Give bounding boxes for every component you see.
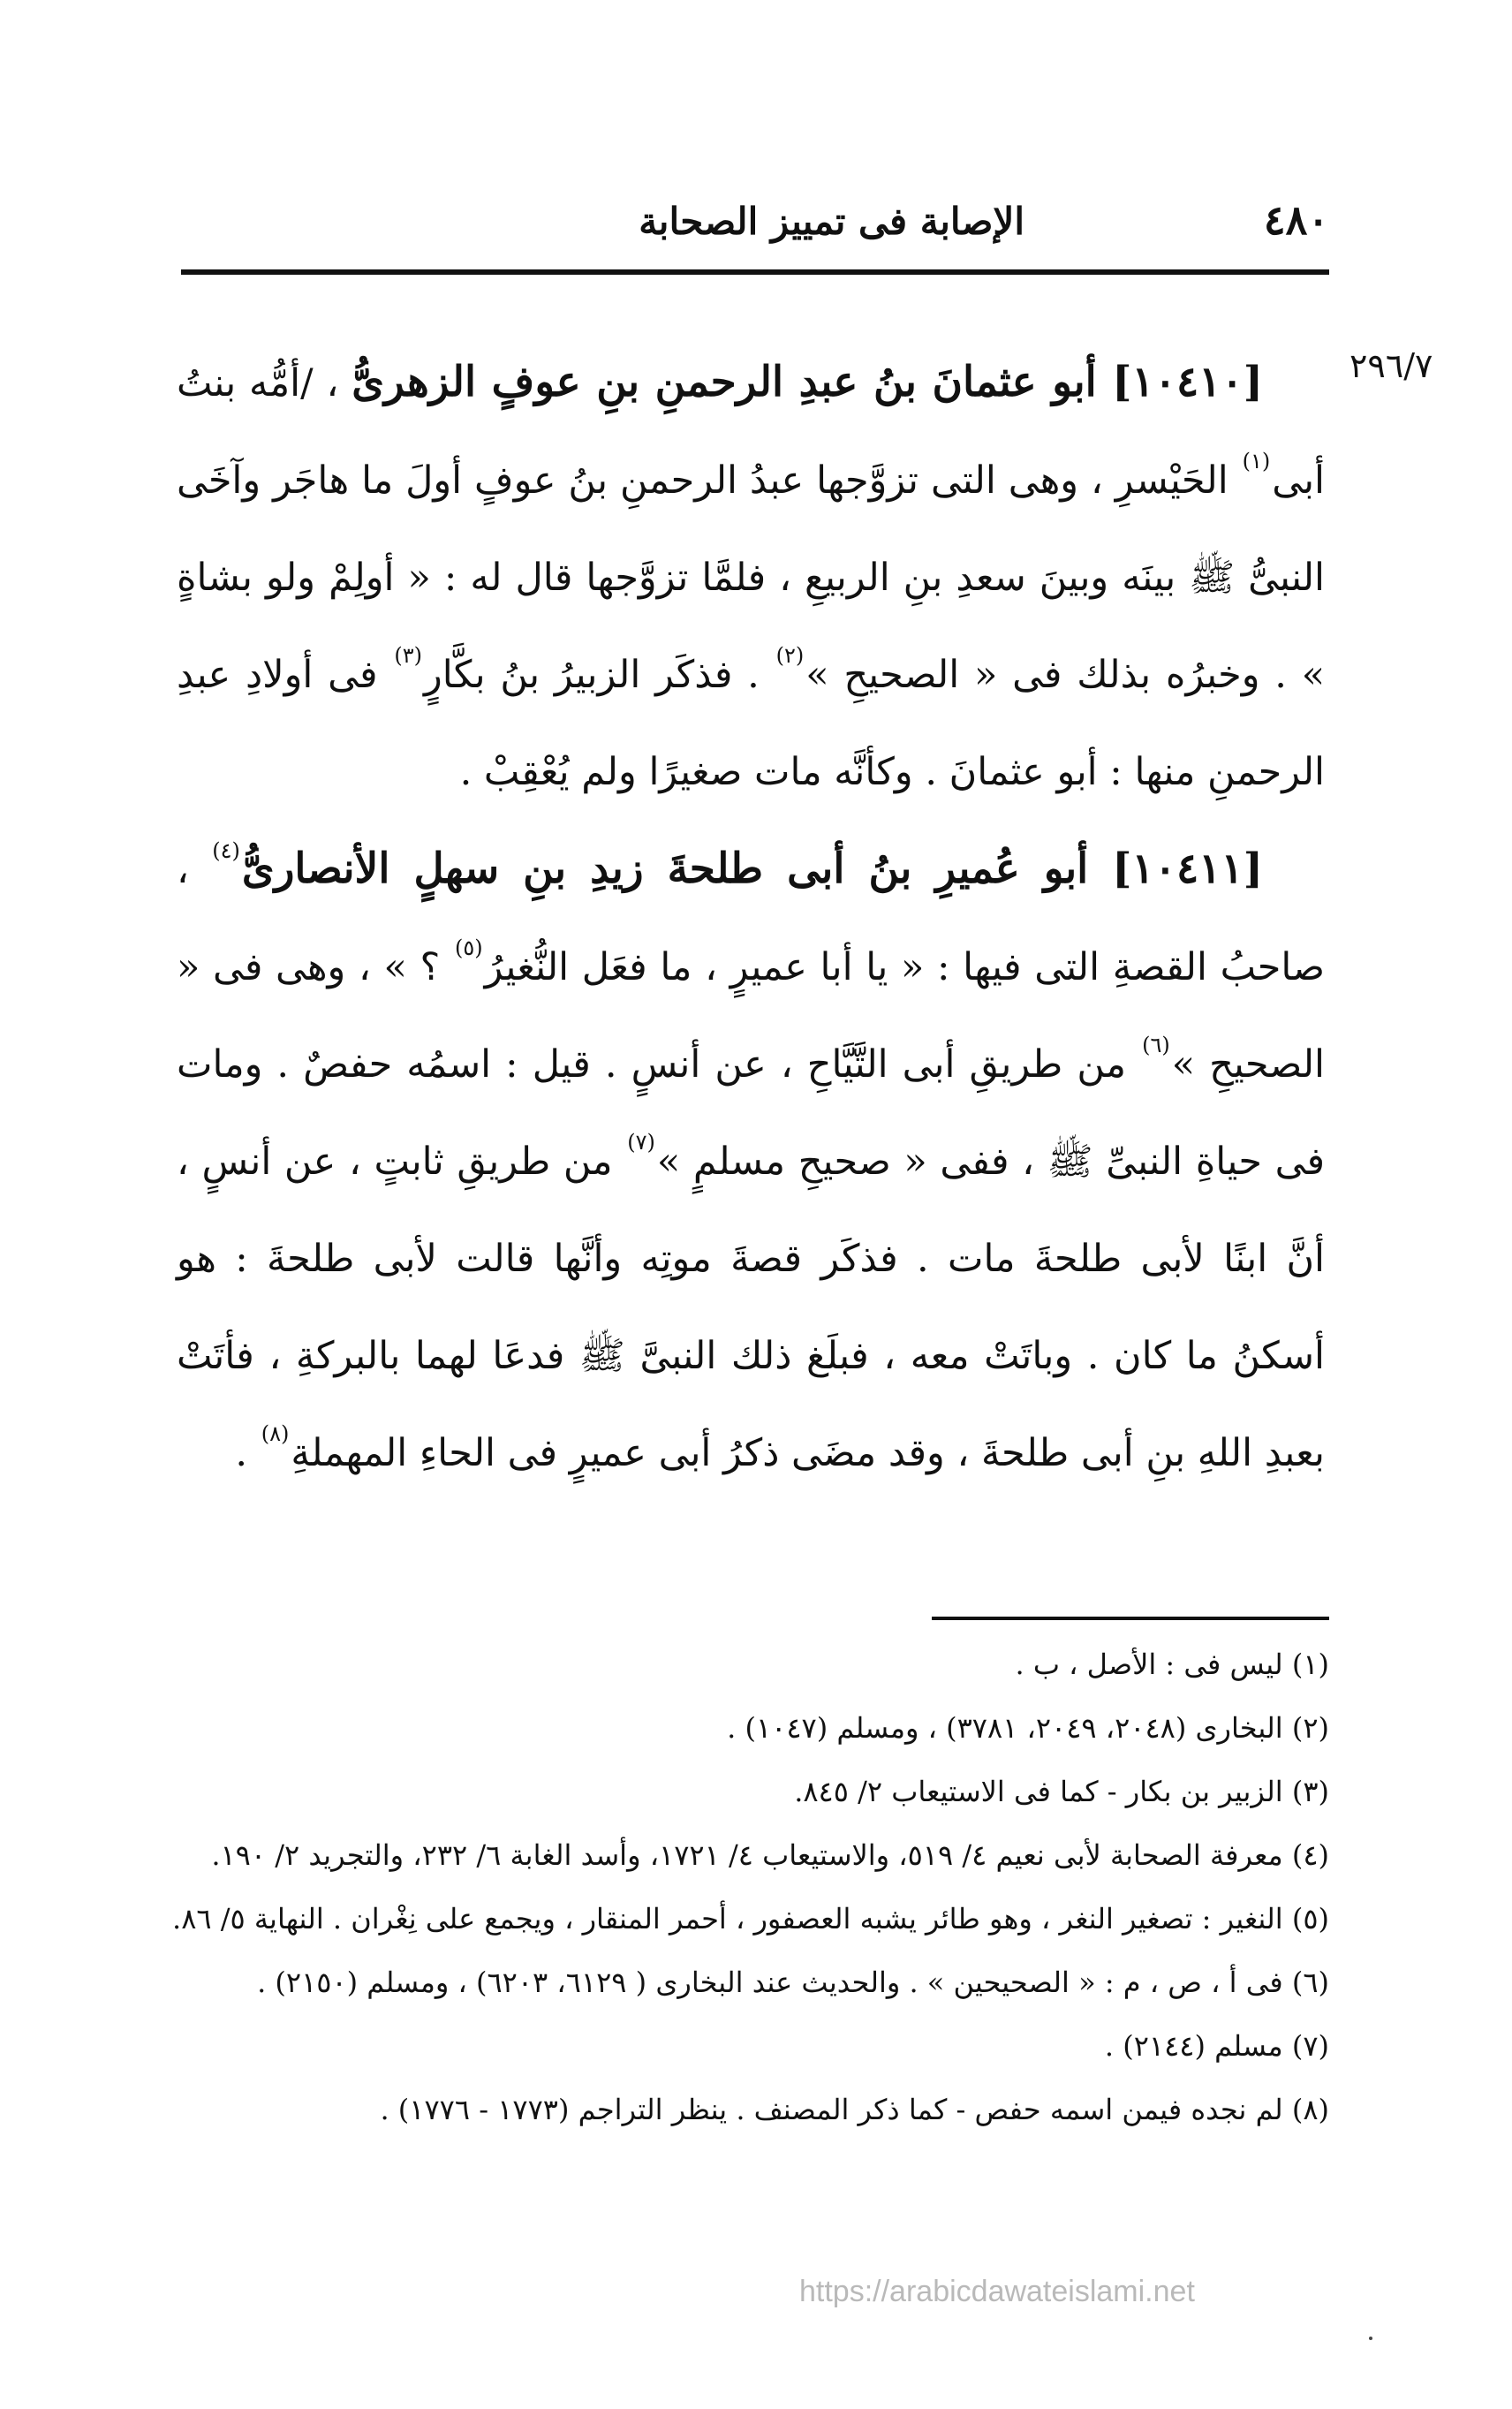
running-title: الإصابة فى تمييز الصحابة <box>639 200 1024 243</box>
entry-10411 <box>177 821 1325 1502</box>
entry-text: الحَيْسرِ ، وهى التى تزوَّجها عبدُ الرحمنِ بنُ عوفٍ أولَ ما هاجَر وآخَى النبىُّ ﷺ بينَه وبينَ سعدِ بنِ الربيعِ ، فلمَّا تزوَّجها قال له : « أولِمْ ولو بشاةٍ » . وخبرُه بذلك فى « الصحيحِ » <box>177 458 1326 697</box>
entry-text: من طريقِ أبى التَّيَّاحِ ، عن أنسٍ . قيل : اسمُه حفصٌ . ومات فى حياةِ النبىِّ ﷺ ، ففى « صحيحِ مسلمٍ » <box>177 1042 1325 1184</box>
footnote: (٤) معرفة الصحابة لأبى نعيم ٤/ ٥١٩، والاستيعاب ٤/ ١٧٢١، وأسد الغابة ٦/ ٢٣٢، والتجريد ٢/ ١٩٠. <box>211 1838 1329 1872</box>
entry-text: . فذكَر الزبيرُ بنُ بكَّارٍ <box>424 653 760 697</box>
entry-text: فى أولادِ عبدِ الرحمنِ منها : أبو عثمانَ . وكأنَّه مات صغيرًا ولم يُعْقِبْ . <box>177 653 1325 794</box>
footnote-separator <box>932 1617 1329 1620</box>
scan-speck <box>1369 2337 1372 2340</box>
page-number: ٤٨٠ <box>1263 196 1329 244</box>
footnote-marker: (٣) <box>394 643 422 668</box>
entry-heading: [١٠٤١٠] أبو عثمانَ بنُ عبدِ الرحمنِ بنِ عوفٍ الزهرىُّ <box>352 358 1264 406</box>
entry-text: من طريقِ ثابتٍ ، عن أنسٍ ، أنَّ ابنًا لأبى طلحةَ مات . فذكَر قصةَ موتِه وأنَّها قالت لأبى طلحةَ : هو أسكنُ ما كان . وباتَتْ معه ، فبلَغ ذلك النبىَّ ﷺ فدعَا لهما بالبركةِ ، فأتَتْ بعبدِ اللهِ بنِ أبى طلحةَ ، وقد مضَى ذكرُ أبى عميرٍ فى الحاءِ المهملةِ <box>177 1140 1325 1475</box>
footnotes <box>172 1639 1329 2148</box>
header-rule <box>181 269 1329 275</box>
entry-text: ، /أمُّه بنتُ أبى <box>177 361 1325 503</box>
footnote-marker: (١) <box>1242 449 1271 473</box>
footnote: (٨) لم نجده فيمن اسمه حفص - كما ذكر المصنف . ينظر التراجم (١٧٧٣ - ١٧٧٦) . <box>380 2093 1329 2126</box>
footnote: (١) ليس فى : الأصل ، ب . <box>1015 1648 1329 1681</box>
entry-heading: [١٠٤١١] أبو عُميرِ بنُ أبى طلحةَ زيدِ بنِ سهلٍ الأنصارىُّ <box>241 845 1264 893</box>
footnote-marker: (٦) <box>1142 1033 1170 1057</box>
footnote-marker: (٤) <box>212 838 240 863</box>
entry-10410 <box>177 334 1325 821</box>
footnote: (٢) البخارى (٢٠٤٨، ٢٠٤٩، ٣٧٨١) ، ومسلم (١٠٤٧) . <box>727 1711 1329 1745</box>
footnote-marker: (٢) <box>775 643 805 668</box>
entry-text: . <box>235 1431 248 1475</box>
main-text <box>177 334 1325 1502</box>
footnote: (٥) النغير : تصغير النغر ، وهو طائر يشبه العصفور ، أحمر المنقار ، ويجمع على نِغْران . النهاية ٥/ ٨٦. <box>172 1902 1329 1936</box>
margin-volume-reference: ٢٩٦/٧ <box>1349 346 1433 385</box>
page-header <box>181 196 1329 258</box>
footnote-marker: (٨) <box>261 1421 290 1446</box>
footnote: (٧) مسلم (٢١٤٤) . <box>1104 2029 1329 2063</box>
watermark-url: https://arabicdawateislami.net <box>799 2275 1195 2308</box>
footnote: (٣) الزبير بن بكار - كما فى الاستيعاب ٢/ ٨٤٥. <box>794 1775 1329 1808</box>
entry-text: ، صاحبُ القصةِ التى فيها : « يا أبا عميرٍ ، ما فعَل النُّغيرُ <box>177 848 1325 989</box>
footnote-marker: (٧) <box>627 1130 655 1155</box>
entry-text: ؟ » ، وهى فى « الصحيحِ » <box>177 945 1325 1087</box>
footnote: (٦) فى أ ، ص ، م : « الصحيحين » . والحديث عند البخارى ( ٦١٢٩، ٦٢٠٣) ، ومسلم (٢١٥٠) . <box>257 1966 1329 1999</box>
footnote-marker: (٥) <box>455 936 483 960</box>
